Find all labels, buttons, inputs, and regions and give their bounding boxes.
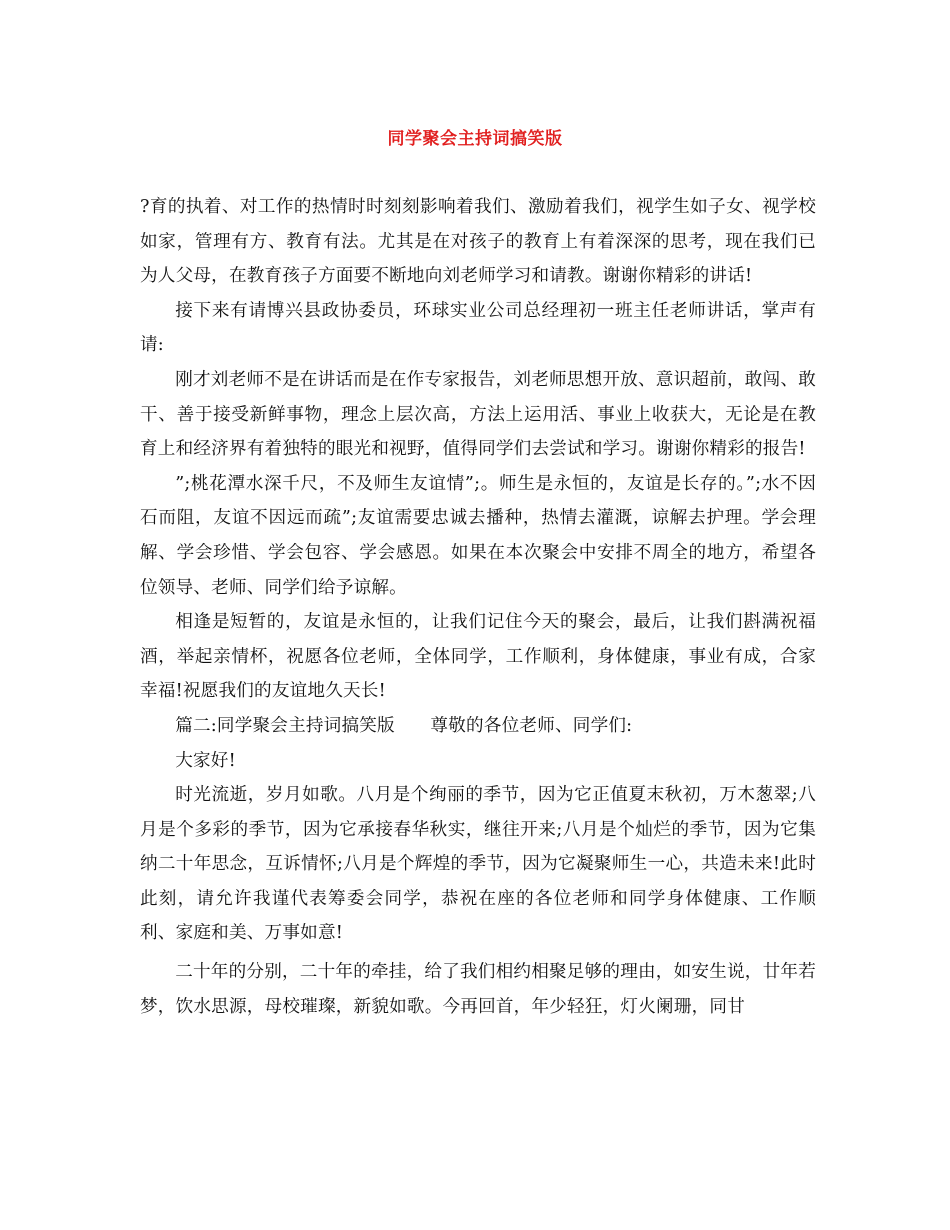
paragraph: ?育的执着、对工作的热情时时刻刻影响着我们、激励着我们，视学生如子女、视学校如家，管理有方、教育有法。尤其是在对孩子的教育上有着深深的思考，现在我们已为人父母，在教育孩子方面要不断地向刘老师学习和请教。谢谢你精彩的讲话! <box>140 197 816 287</box>
paragraph: 相逢是短暂的，友谊是永恒的，让我们记住今天的聚会，最后，让我们斟满祝福酒，举起亲情杯，祝愿各位老师，全体同学，工作顺利，身体健康，事业有成，合家幸福!祝愿我们的友谊地久天长! <box>140 612 816 702</box>
paragraph: 篇二:同学聚会主持词搞笑版 尊敬的各位老师、同学们: <box>175 715 633 736</box>
paragraph: 时光流逝，岁月如歌。八月是个绚丽的季节，因为它正值夏末秋初，万木葱翠;八月是个多彩的季节，因为它承接春华秋实，继往开来;八月是个灿烂的季节，因为它集纳二十年思念，互诉情怀;八月是个辉煌的季节，因为它凝聚师生一心，共造未来!此时此刻，请允许我谨代表筹委会同学，恭祝在座的各位老师和同学身体健康、工作顺利、家庭和美、万事如意! <box>140 785 816 944</box>
document-title: 同学聚会主持词搞笑版 <box>387 129 563 149</box>
paragraph: 大家好! <box>175 750 236 771</box>
paragraph: ”;桃花潭水深千尺，不及师生友谊情”;。师生是永恒的，友谊是长存的。”;水不因石而阻，友谊不因远而疏”;友谊需要忠诚去播种，热情去灌溉，谅解去护理。学会理解、学会珍惜、学会包容、学会感恩。如果在本次聚会中安排不周全的地方，希望各位领导、老师、同学们给予谅解。 <box>140 473 816 598</box>
paragraph: 二十年的分别，二十年的牵挂，给了我们相约相聚足够的理由，如安生说，廿年若梦，饮水思源，母校璀璨，新貌如歌。今再回首，年少轻狂，灯火阑珊，同甘 <box>140 962 816 1017</box>
document-body <box>140 190 816 1024</box>
paragraph: 刚才刘老师不是在讲话而是在作专家报告，刘老师思想开放、意识超前，敢闯、敢干、善于接受新鲜事物，理念上层次高，方法上运用活、事业上收获大，无论是在教育上和经济界有着独特的眼光和视野，值得同学们去尝试和学习。谢谢你精彩的报告! <box>140 369 816 460</box>
paragraph: 接下来有请博兴县政协委员，环球实业公司总经理初一班主任老师讲话，掌声有请: <box>140 300 816 356</box>
